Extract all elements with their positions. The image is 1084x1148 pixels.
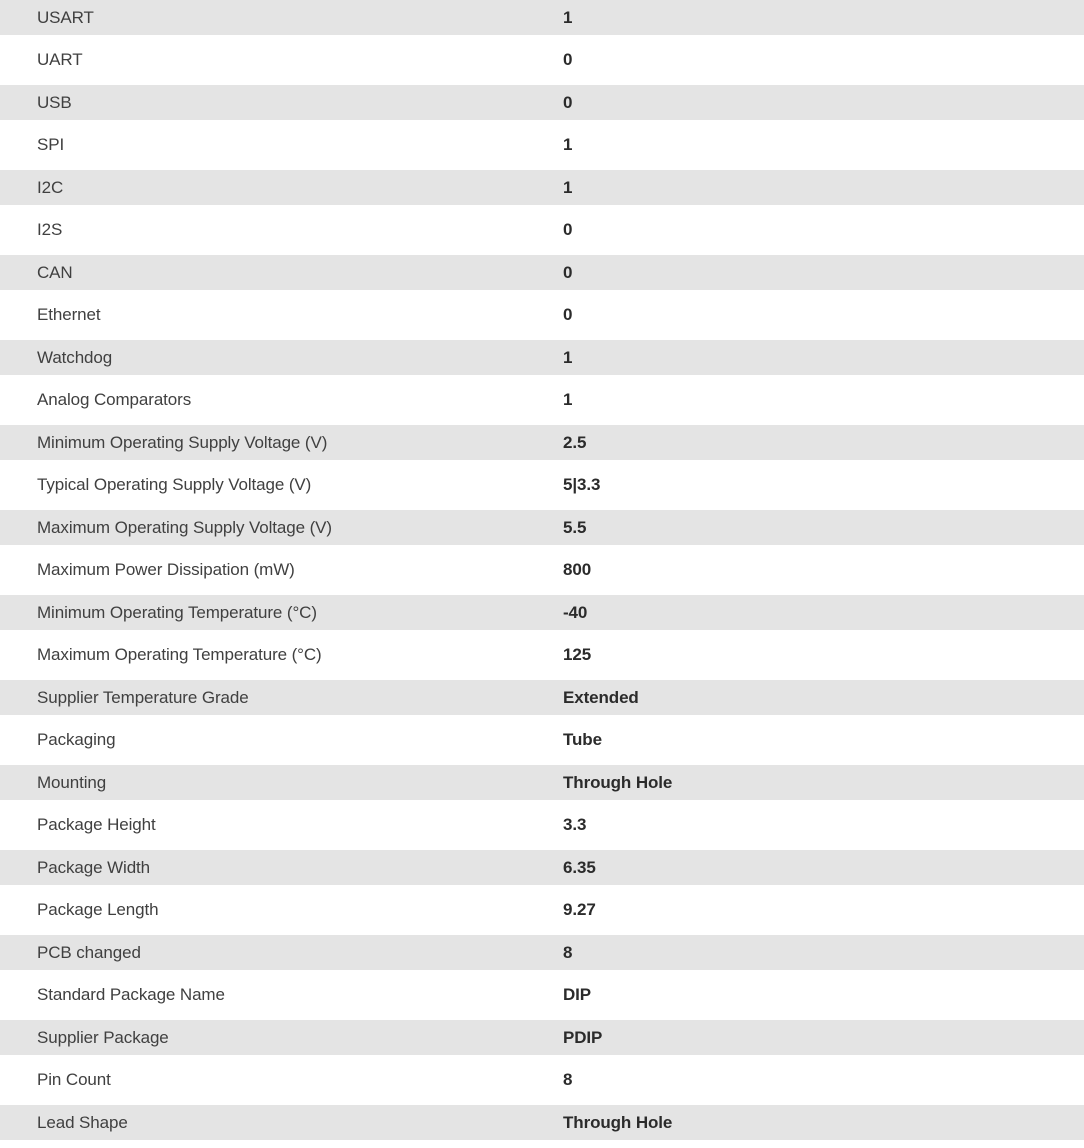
spec-attribute-value: 1 [563,7,573,27]
spec-attribute-value: 5|3.3 [563,475,601,495]
spec-table-row [0,128,1084,171]
spec-attribute-value: DIP [563,985,592,1005]
spec-attribute-value: Through Hole [563,772,673,792]
spec-table-row [0,978,1084,1021]
spec-attribute-value: 8 [563,942,573,962]
spec-attribute-value: 125 [563,645,592,665]
spec-table-row [0,425,1084,468]
spec-table-row [0,765,1084,808]
spec-attribute-value: Through Hole [563,1112,673,1132]
spec-attribute-label: Maximum Operating Supply Voltage (V) [37,517,332,537]
spec-attribute-label: Package Width [37,857,151,877]
spec-attribute-label: Minimum Operating Supply Voltage (V) [37,432,328,452]
spec-table-row [0,43,1084,86]
spec-attribute-label: Minimum Operating Temperature (°C) [37,602,317,622]
spec-attribute-label: Watchdog [37,347,113,367]
spec-attribute-label: USART [37,7,94,27]
spec-attribute-value: 1 [563,135,573,155]
spec-table-row [0,935,1084,978]
spec-attribute-value: 9.27 [563,900,596,920]
spec-attribute-label: Ethernet [37,305,101,325]
spec-table-row [0,1063,1084,1106]
spec-attribute-value: 800 [563,560,592,580]
spec-attribute-label: Lead Shape [37,1112,128,1132]
spec-attribute-label: Maximum Operating Temperature (°C) [37,645,322,665]
spec-attribute-value: 1 [563,390,573,410]
spec-attribute-value: 6.35 [563,857,596,877]
spec-table-row [0,1105,1084,1148]
spec-attribute-label: PCB changed [37,942,141,962]
spec-attribute-label: Typical Operating Supply Voltage (V) [37,475,312,495]
spec-attribute-label: I2C [37,177,64,197]
spec-attribute-value: 0 [563,50,573,70]
spec-table-row [0,638,1084,681]
spec-attribute-label: Mounting [37,772,107,792]
spec-attribute-label: Standard Package Name [37,985,225,1005]
spec-table-row [0,680,1084,723]
spec-table-row [0,510,1084,553]
spec-attribute-label: USB [37,92,72,112]
spec-attribute-value: PDIP [563,1027,603,1047]
spec-table-row [0,0,1084,43]
spec-attribute-value: 1 [563,347,573,367]
spec-attribute-value: Tube [563,730,602,750]
spec-attribute-value: 0 [563,305,573,325]
spec-table-row [0,340,1084,383]
spec-attribute-label: Supplier Package [37,1027,169,1047]
spec-attribute-label: Supplier Temperature Grade [37,687,249,707]
spec-table-row [0,723,1084,766]
spec-attribute-value: 3.3 [563,815,587,835]
spec-table-row [0,213,1084,256]
spec-attribute-label: Package Height [37,815,156,835]
spec-table-row [0,893,1084,936]
spec-attribute-label: Maximum Power Dissipation (mW) [37,560,295,580]
spec-attribute-value: 0 [563,262,573,282]
spec-table-row [0,595,1084,638]
spec-attribute-label: Package Length [37,900,159,920]
spec-attribute-label: SPI [37,135,65,155]
spec-table-row [0,468,1084,511]
spec-attribute-label: CAN [37,262,73,282]
spec-attribute-value: 5.5 [563,517,587,537]
spec-attribute-value: Extended [563,687,639,707]
spec-table-row [0,85,1084,128]
spec-attribute-value: 0 [563,92,573,112]
spec-attribute-value: 8 [563,1070,573,1090]
spec-attribute-label: UART [37,50,83,70]
spec-table-row [0,383,1084,426]
spec-attribute-label: Pin Count [37,1070,111,1090]
spec-attribute-value: -40 [563,602,588,622]
spec-table-row [0,298,1084,341]
spec-attribute-value: 2.5 [563,432,587,452]
spec-table-row [0,553,1084,596]
spec-table-row [0,1020,1084,1063]
spec-attribute-label: I2S [37,220,63,240]
spec-attribute-value: 1 [563,177,573,197]
spec-attribute-label: Analog Comparators [37,390,192,410]
spec-attribute-value: 0 [563,220,573,240]
spec-attribute-label: Packaging [37,730,116,750]
spec-table-row [0,850,1084,893]
spec-table-row [0,808,1084,851]
spec-table-row [0,255,1084,298]
spec-table-row [0,170,1084,213]
